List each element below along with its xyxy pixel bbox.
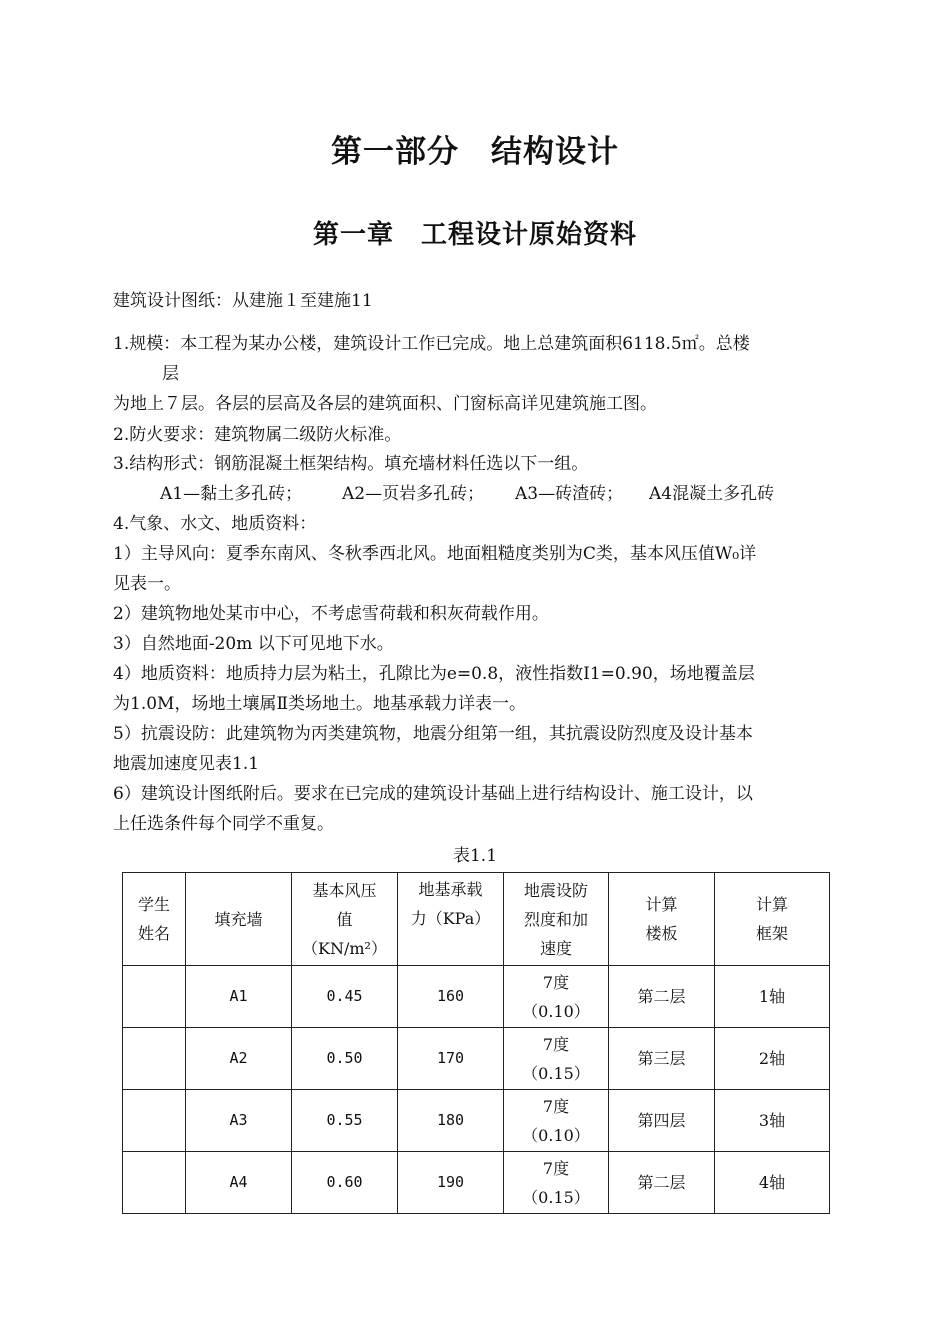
cell-student-name	[123, 966, 186, 1028]
cell-wind-pressure: 0.45	[292, 966, 398, 1028]
scale-text-line3: 为地上７层。各层的层高及各层的建筑面积、门窗标高详见建筑施工图。	[113, 394, 657, 414]
scale-text-line2: 层	[162, 364, 179, 384]
cell-wind-pressure: 0.55	[292, 1090, 398, 1152]
cell-calc-frame: 1轴	[715, 966, 830, 1028]
table-row	[123, 1152, 830, 1214]
cell-infill-wall: A2	[186, 1028, 292, 1090]
cell-calc-floor: 第三层	[609, 1028, 715, 1090]
cell-student-name	[123, 1090, 186, 1152]
scale-text-line1: 1.规模：本工程为某办公楼，建筑设计工作已完成。地上总建筑面积6118.5㎡。总楼	[113, 334, 750, 354]
cell-bearing-capacity: 170	[398, 1028, 504, 1090]
assignment-table	[122, 872, 830, 1214]
table-caption: 表1.1	[452, 846, 498, 866]
wind-text-line1: 1）主导风向：夏季东南风、冬秋季西北风。地面粗糙度类别为C类，基本风压值W₀详	[113, 544, 757, 564]
cell-calc-frame: 4轴	[715, 1152, 830, 1214]
geology-text-line2: 为1.0M，场地土壤属Ⅱ类场地土。地基承载力详表一。	[113, 694, 526, 714]
geology-text-line1: 4）地质资料：地质持力层为粘土，孔隙比为e=0.8，液性指数I1=0.90，场地覆盖层	[113, 664, 755, 684]
cell-infill-wall: A1	[186, 966, 292, 1028]
material-option: A2—页岩多孔砖；	[342, 484, 485, 504]
material-option: A1—黏土多孔砖；	[160, 484, 303, 504]
header-wind-pressure: 基本风压 值 （KN/m²）	[292, 873, 398, 966]
header-infill-wall: 填充墙	[186, 873, 292, 966]
groundwater-text: 3）自然地面-20m 以下可见地下水。	[113, 634, 394, 654]
table-header-row	[123, 873, 830, 966]
seismic-text-line2: 地震加速度见表1.1	[113, 754, 260, 774]
table-row	[123, 966, 830, 1028]
design-text-line1: 6）建筑设计图纸附后。要求在已完成的建筑设计基础上进行结构设计、施工设计，以	[113, 784, 753, 804]
structure-text: 3.结构形式：钢筋混凝土框架结构。填充墙材料任选以下一组。	[113, 454, 589, 474]
cell-bearing-capacity: 160	[398, 966, 504, 1028]
design-text-line2: 上任选条件每个同学不重复。	[113, 814, 334, 834]
cell-calc-floor: 第二层	[609, 966, 715, 1028]
drawings-line: 建筑设计图纸：从建施１至建施11	[113, 291, 373, 311]
snow-text: 2）建筑物地处某市中心，不考虑雪荷载和积灰荷载作用。	[113, 604, 549, 624]
cell-seismic-intensity: 7度 （0.15）	[504, 1152, 609, 1214]
cell-calc-frame: 2轴	[715, 1028, 830, 1090]
cell-bearing-capacity: 180	[398, 1090, 504, 1152]
cell-infill-wall: A4	[186, 1152, 292, 1214]
fire-text: 2.防火要求：建筑物属二级防火标准。	[113, 425, 402, 445]
cell-calc-frame: 3轴	[715, 1090, 830, 1152]
header-student-name: 学生 姓名	[123, 873, 186, 966]
material-option: A4混凝土多孔砖	[649, 484, 775, 504]
table-row	[123, 1090, 830, 1152]
material-option: A3—砖渣砖；	[515, 484, 624, 504]
materials-line	[160, 479, 774, 509]
cell-wind-pressure: 0.50	[292, 1028, 398, 1090]
header-calc-frame: 计算 框架	[715, 873, 830, 966]
header-bearing-capacity: 地基承载 力（KPa）	[398, 873, 504, 966]
seismic-text-line1: 5）抗震设防：此建筑物为丙类建筑物，地震分组第一组，其抗震设防烈度及设计基本	[113, 724, 753, 744]
chapter-title: 第一章 工程设计原始资料	[312, 220, 637, 250]
table-row	[123, 1028, 830, 1090]
cell-student-name	[123, 1028, 186, 1090]
cell-calc-floor: 第四层	[609, 1090, 715, 1152]
wind-text-line2: 见表一。	[113, 574, 181, 594]
cell-calc-floor: 第二层	[609, 1152, 715, 1214]
cell-seismic-intensity: 7度 （0.10）	[504, 966, 609, 1028]
part-title: 第一部分 结构设计	[331, 134, 619, 170]
cell-seismic-intensity: 7度 （0.15）	[504, 1028, 609, 1090]
cell-student-name	[123, 1152, 186, 1214]
cell-infill-wall: A3	[186, 1090, 292, 1152]
climate-heading: 4.气象、水文、地质资料：	[113, 514, 317, 534]
header-seismic-intensity: 地震设防 烈度和加 速度	[504, 873, 609, 966]
header-calc-floor: 计算 楼板	[609, 873, 715, 966]
cell-bearing-capacity: 190	[398, 1152, 504, 1214]
cell-seismic-intensity: 7度 （0.10）	[504, 1090, 609, 1152]
cell-wind-pressure: 0.60	[292, 1152, 398, 1214]
